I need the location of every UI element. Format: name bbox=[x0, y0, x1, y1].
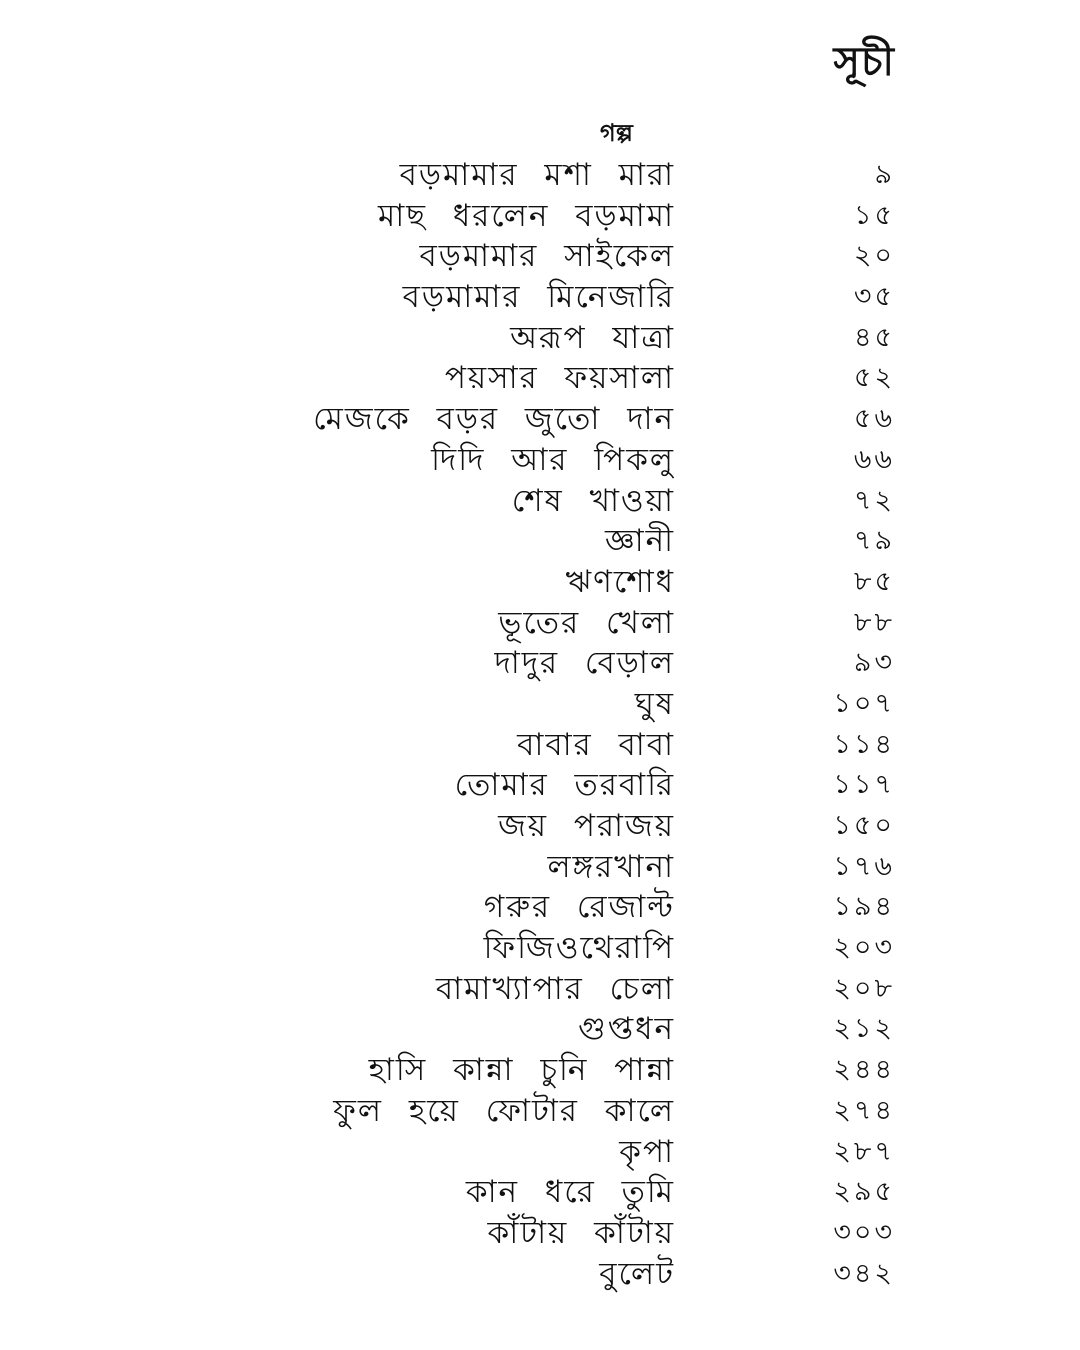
toc-entry-title: পয়সার ফয়সালা bbox=[444, 360, 675, 397]
toc-entry bbox=[0, 1213, 1080, 1254]
toc-entry-title: অরূপ যাত্রা bbox=[510, 319, 675, 356]
toc-entry-page-number: ১১৪ bbox=[833, 728, 895, 760]
toc-entry-page-number: ৩৫ bbox=[853, 281, 895, 313]
toc-entry-title: তোমার তরবারি bbox=[454, 767, 675, 804]
toc-entry bbox=[0, 806, 1080, 847]
toc-entry-page-number: ৯৩ bbox=[853, 647, 895, 679]
toc-entry-title: কৃপা bbox=[619, 1133, 675, 1170]
toc-entry-page-number: ৭৯ bbox=[853, 525, 895, 557]
toc-entry-title: বামাখ্যাপার চেলা bbox=[435, 970, 675, 1007]
toc-entry-page-number: ২৭৪ bbox=[833, 1094, 895, 1126]
toc-entry bbox=[0, 196, 1080, 237]
toc-entry-page-number: ১১৭ bbox=[833, 769, 895, 801]
toc-entry bbox=[0, 399, 1080, 440]
toc-entry bbox=[0, 1172, 1080, 1213]
toc-entry-page-number: ১৭৬ bbox=[833, 850, 895, 882]
toc-entry-page-number: ৮৮ bbox=[853, 606, 895, 638]
toc-entry bbox=[0, 887, 1080, 928]
toc-entry-title: মাছ ধরলেন বড়মামা bbox=[378, 197, 675, 234]
toc-entry-page-number: ৯ bbox=[874, 159, 895, 190]
toc-entry-page-number: ৪৫ bbox=[853, 321, 895, 353]
toc-entry-title: বুলেট bbox=[599, 1255, 675, 1292]
toc-entry bbox=[0, 928, 1080, 969]
toc-entry-title: দাদুর বেড়াল bbox=[494, 645, 675, 682]
toc-entry-page-number: ৩৪২ bbox=[833, 1257, 895, 1289]
toc-entry-page-number: ২০ bbox=[853, 240, 895, 272]
toc-entry-page-number: ১০৭ bbox=[833, 687, 895, 719]
toc-entry bbox=[0, 481, 1080, 522]
toc-entry-page-number: ৮৫ bbox=[853, 565, 895, 597]
toc-entry bbox=[0, 521, 1080, 562]
toc-entry bbox=[0, 1050, 1080, 1091]
toc-entry-title: কাঁটায় কাঁটায় bbox=[487, 1214, 675, 1251]
toc-entry bbox=[0, 277, 1080, 318]
toc-entry-title: ঋণশোধ bbox=[565, 563, 675, 600]
toc-entry-title: ফুল হয়ে ফোটার কালে bbox=[333, 1092, 675, 1129]
table-of-contents bbox=[0, 155, 1080, 1294]
toc-entry-page-number: ২৪৪ bbox=[833, 1054, 895, 1086]
toc-entry bbox=[0, 562, 1080, 603]
toc-entry-page-number: ৫২ bbox=[853, 362, 895, 394]
toc-entry-title: গুপ্তধন bbox=[578, 1011, 675, 1048]
toc-entry-page-number: ৭২ bbox=[853, 484, 895, 516]
toc-entry bbox=[0, 684, 1080, 725]
page-title: সূচী bbox=[833, 39, 895, 85]
toc-entry bbox=[0, 725, 1080, 766]
toc-entry-title: মেজকে বড়র জুতো দান bbox=[313, 401, 675, 438]
toc-entry-title: জয় পরাজয় bbox=[498, 808, 675, 844]
toc-entry-title: ঘুষ bbox=[634, 685, 675, 722]
toc-entry-title: বড়মামার মিনেজারি bbox=[402, 279, 675, 316]
toc-entry-page-number: ১৯৪ bbox=[833, 891, 895, 923]
toc-entry-page-number: ৬৬ bbox=[853, 443, 895, 475]
toc-entry-page-number: ২৯৫ bbox=[833, 1176, 895, 1208]
toc-entry bbox=[0, 440, 1080, 481]
toc-entry-page-number: ১৫ bbox=[853, 199, 895, 231]
toc-entry bbox=[0, 1009, 1080, 1050]
toc-entry-page-number: ২০৩ bbox=[833, 932, 895, 964]
toc-entry-title: বড়মামার সাইকেল bbox=[419, 238, 675, 275]
toc-entry bbox=[0, 969, 1080, 1010]
toc-entry bbox=[0, 1132, 1080, 1173]
toc-entry-title: বাবার বাবা bbox=[517, 726, 675, 763]
toc-entry bbox=[0, 318, 1080, 359]
toc-entry-page-number: ২১২ bbox=[833, 1013, 895, 1045]
toc-entry-page-number: ৩০৩ bbox=[833, 1216, 895, 1248]
toc-entry-title: হাসি কান্না চুনি পান্না bbox=[368, 1052, 675, 1089]
toc-entry bbox=[0, 643, 1080, 684]
toc-entry bbox=[0, 155, 1080, 196]
toc-entry-page-number: ৫৬ bbox=[853, 403, 895, 435]
toc-entry bbox=[0, 847, 1080, 888]
toc-entry-page-number: ১৫০ bbox=[833, 810, 895, 841]
toc-entry-title: কান ধরে তুমি bbox=[465, 1174, 675, 1211]
section-heading: গল্প bbox=[600, 119, 633, 147]
toc-entry-page-number: ২০৮ bbox=[833, 972, 895, 1004]
toc-entry bbox=[0, 765, 1080, 806]
toc-entry bbox=[0, 236, 1080, 277]
toc-entry bbox=[0, 358, 1080, 399]
toc-entry-title: ফিজিওথেরাপি bbox=[483, 930, 675, 967]
toc-entry-title: দিদি আর পিকলু bbox=[431, 441, 675, 478]
toc-entry-title: লঙ্গরখানা bbox=[547, 848, 675, 885]
toc-entry-title: শেষ খাওয়া bbox=[511, 482, 675, 519]
toc-entry bbox=[0, 1091, 1080, 1132]
toc-entry-page-number: ২৮৭ bbox=[833, 1135, 895, 1167]
toc-entry bbox=[0, 603, 1080, 644]
toc-entry bbox=[0, 1254, 1080, 1295]
toc-entry-title: জ্ঞানী bbox=[604, 523, 675, 560]
toc-entry-title: গরুর রেজাল্ট bbox=[483, 889, 675, 926]
toc-entry-title: ভূতের খেলা bbox=[498, 604, 675, 641]
toc-entry-title: বড়মামার মশা মারা bbox=[399, 157, 675, 193]
